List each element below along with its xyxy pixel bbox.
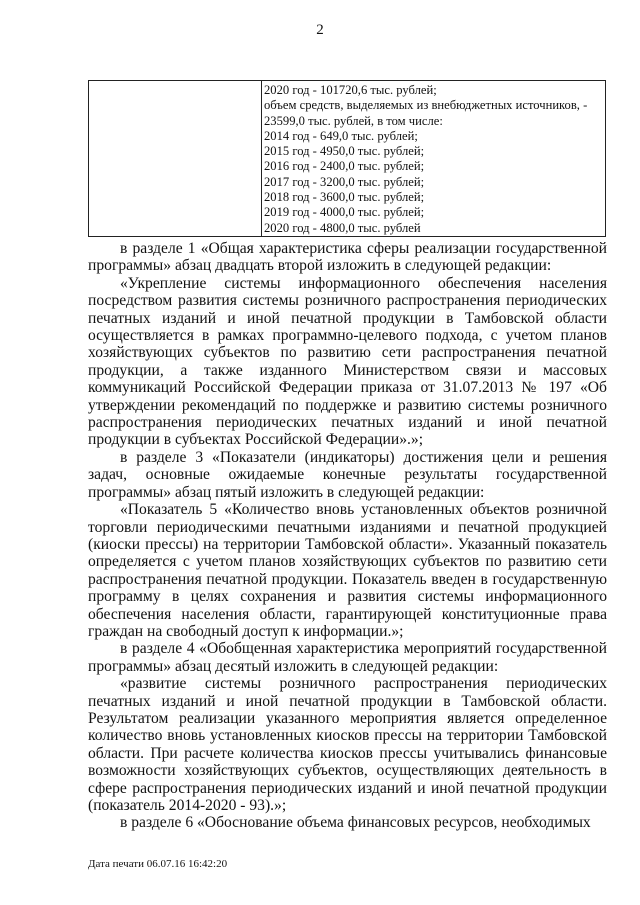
paragraph-section-4: в разделе 4 «Обобщенная характеристика мероприятий государственной программы» абзац десятый изложить в следующей редакции: <box>88 640 607 675</box>
table-line: 2018 год - 3600,0 тыс. рублей; <box>264 190 425 205</box>
paragraph-quote-4: «развитие системы розничного распространения периодических печатных изданий и иной печатной продукции в Тамбовской области. Результатом реализации указанного мероприятия является определенное количество вновь установленных киосков прессы на территории Тамбовской области. При расчете количества киосков прессы учитывались финансовые возможности хозяйствующих субъектов, осуществляющих деятельность в сфере распространения периодических изданий и иной печатной продукции (показатель 2014-2020 - 93).»; <box>88 675 607 814</box>
table-line: 2014 год - 649,0 тыс. рублей; <box>264 128 418 143</box>
table-line: 2020 год - 4800,0 тыс. рублей <box>264 220 421 235</box>
table-line: 2019 год - 4000,0 тыс. рублей; <box>264 205 425 220</box>
paragraph-section-1: в разделе 1 «Общая характеристика сферы реализации государственной программы» абзац двадцать второй изложить в следующей редакции: <box>88 240 607 275</box>
paragraph-section-3: в разделе 3 «Показатели (индикаторы) достижения цели и решения задач, основные ожидаемые конечные результаты государственной программы» абзац пятый изложить в следующей редакции: <box>88 448 607 501</box>
table-line: 2017 год - 3200,0 тыс. рублей; <box>264 174 425 189</box>
paragraph-section-6: в разделе 6 «Обоснование объема финансовых ресурсов, необходимых <box>120 814 591 832</box>
table-line: 23599,0 тыс. рублей, в том числе: <box>264 113 443 128</box>
table-line: 2015 год - 4950,0 тыс. рублей; <box>264 144 425 159</box>
table-line: 2016 год - 2400,0 тыс. рублей; <box>264 159 425 174</box>
document-body <box>88 240 607 832</box>
page-number: 2 <box>316 22 324 38</box>
table-right-cell <box>262 81 605 236</box>
funding-table <box>88 80 606 237</box>
paragraph-quote-1: «Укрепление системы информационного обеспечения населения посредством развития системы розничного распространения периодических печатных изданий и иной печатной продукции в Тамбовской области осуществляется в рамках программно-целевого подхода, с учетом планов хозяйствующих субъектов по развитию сети распространения печатной продукции, а также изданного Министерством связи и массовых коммуникаций Российской Федерации приказа от 31.07.2013 № 197 «Об утверждении рекомендаций по поддержке и развитию системы розничного распространения периодических печатных изданий и иной печатной продукции в субъектах Российской Федерации».»; <box>88 274 607 449</box>
table-left-cell <box>89 81 262 236</box>
table-line: 2020 год - 101720,6 тыс. рублей; <box>264 83 437 97</box>
paragraph-quote-3: «Показатель 5 «Количество вновь установленных объектов розничной торговли периодическими печатными изданиями и печатной продукцией (киоски прессы) на территории Тамбовской области». Указанный показатель определяется с учетом планов хозяйствующих субъектов по развитию сети распространения печатной продукции. Показатель введен в государственную программу в целях сохранения и развития системы информационного обеспечения населения области, гарантирующей конституционные права граждан на свободный доступ к информации.»; <box>88 501 607 640</box>
print-date: Дата печати 06.07.16 16:42:20 <box>88 858 228 870</box>
table-line: объем средств, выделяемых из внебюджетных источников, - <box>264 98 588 113</box>
